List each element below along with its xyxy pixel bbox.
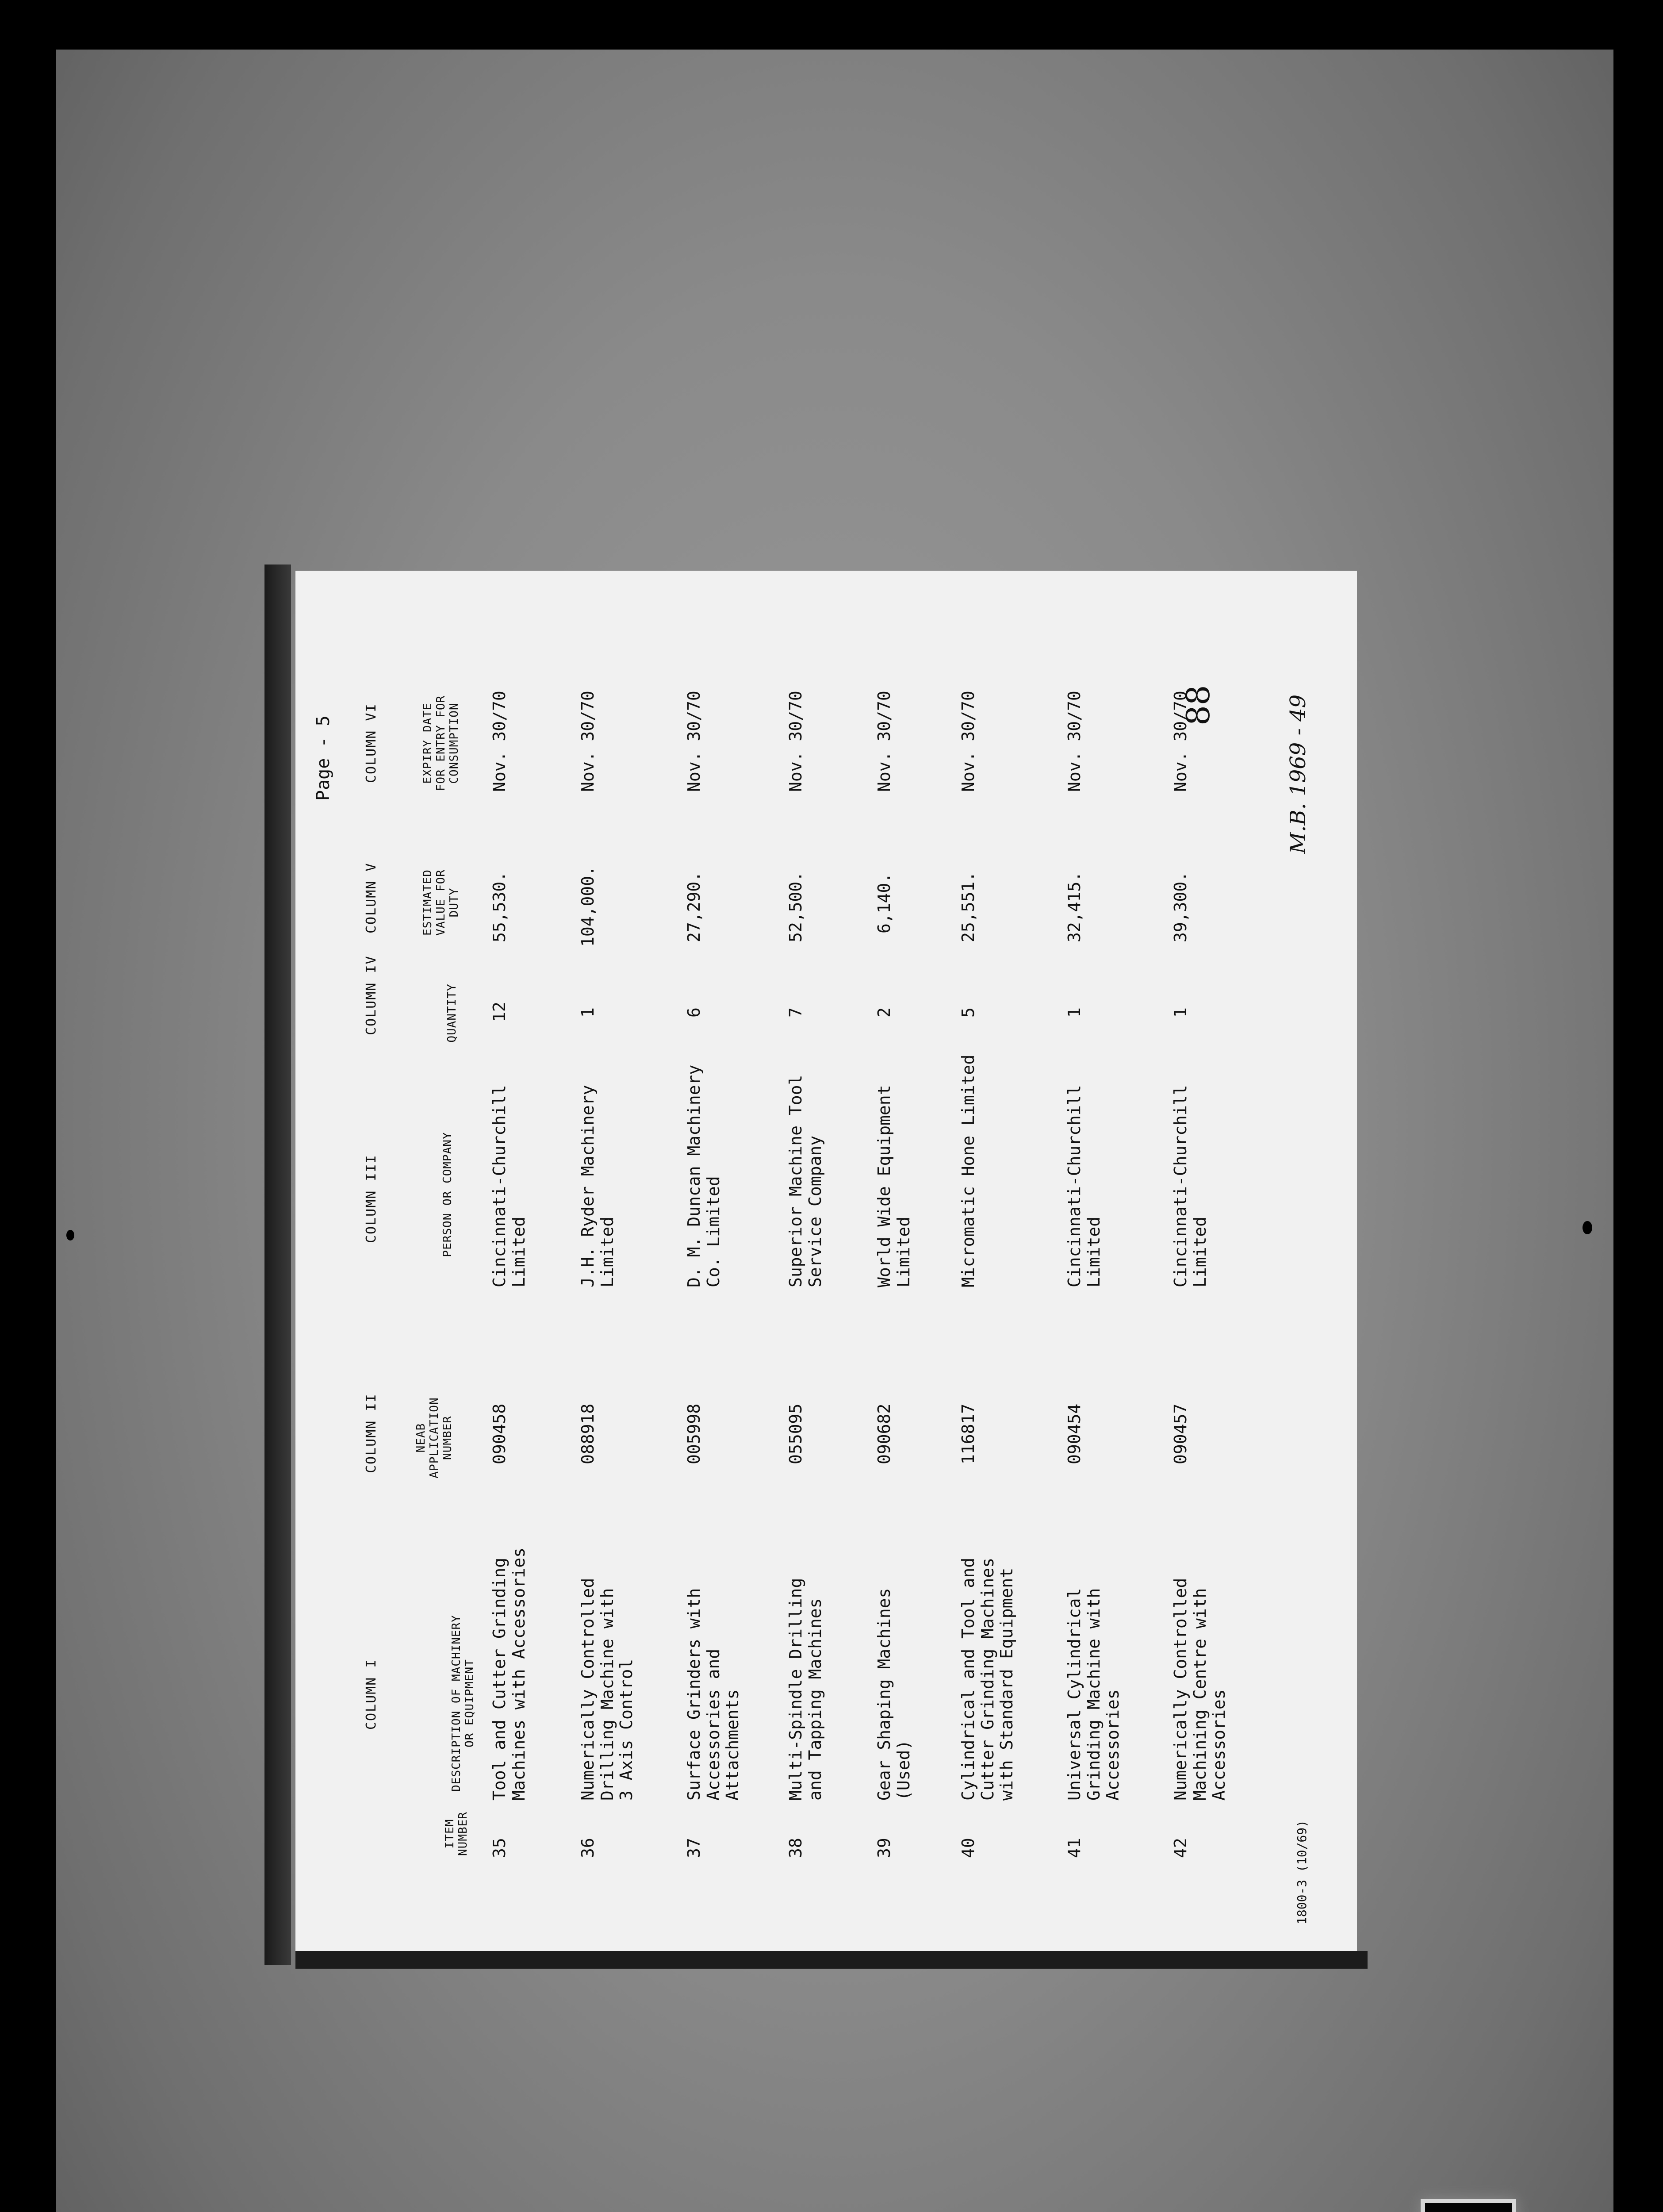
estimated-value: 55,530. [490, 871, 509, 942]
estimated-value: 52,500. [786, 871, 805, 942]
item-number: 39 [874, 1838, 894, 1858]
item-number: 41 [1065, 1838, 1084, 1858]
estimated-value: 39,300. [1171, 871, 1190, 942]
estimated-value: 104,000. [578, 865, 598, 947]
handwritten-reference: M.B. 1969 - 49 [1286, 694, 1310, 854]
expiry-date: Nov. 30/70 [490, 691, 509, 792]
expiry-date: Nov. 30/70 [1171, 691, 1190, 792]
item-number-header: ITEM NUMBER [443, 1812, 470, 1856]
expiry-date: Nov. 30/70 [1065, 691, 1084, 792]
item-number: 38 [786, 1838, 805, 1858]
quantity: 5 [958, 1007, 978, 1018]
machinery-description: Cylindrical and Tool and Cutter Grinding Machines with Standard Equipment [958, 1557, 1017, 1801]
company-name: J.H. Ryder Machinery Limited [578, 1085, 617, 1287]
expiry-date: Nov. 30/70 [958, 691, 978, 792]
application-number: 055095 [786, 1403, 805, 1464]
expiry-date: Nov. 30/70 [874, 691, 894, 792]
company-name: D. M. Duncan Machinery Co. Limited [684, 1064, 723, 1287]
document-sheet [295, 571, 1357, 1951]
film-speck [66, 1230, 74, 1240]
expiry-date: Nov. 30/70 [684, 691, 704, 792]
machinery-description: Gear Shaping Machines (Used) [874, 1588, 913, 1801]
application-number: 090457 [1171, 1403, 1190, 1464]
column-1-header: DESCRIPTION OF MACHINERY OR EQUIPMENT [450, 1615, 476, 1792]
estimated-value: 32,415. [1065, 871, 1084, 942]
item-number: 40 [958, 1838, 978, 1858]
item-number: 37 [684, 1838, 704, 1858]
machinery-description: Multi-Spindle Drilling and Tapping Machines [786, 1578, 825, 1801]
quantity: 7 [786, 1007, 805, 1018]
column-label-4: COLUMN IV [364, 955, 379, 1035]
company-name: World Wide Equipment Limited [874, 1085, 913, 1287]
company-name: Micromatic Hone Limited [958, 1054, 978, 1287]
folio-number: 88 [1180, 685, 1217, 726]
machinery-description: Surface Grinders with Accessories and Attachments [684, 1588, 743, 1801]
column-label-1: COLUMN I [364, 1659, 379, 1730]
quantity: 1 [578, 1007, 598, 1018]
application-number: 116817 [958, 1403, 978, 1464]
machinery-description: Universal Cylindrical Grinding Machine with Accessories [1065, 1588, 1123, 1801]
machinery-description: Numerically Controlled Drilling Machine with 3 Axis Control [578, 1578, 636, 1801]
quantity: 6 [684, 1007, 704, 1018]
column-3-header: PERSON OR COMPANY [441, 1132, 454, 1257]
machinery-description: Tool and Cutter Grinding Machines with Accessories [490, 1548, 529, 1801]
item-number: 36 [578, 1838, 598, 1858]
estimated-value: 27,290. [684, 871, 704, 942]
application-number: 090454 [1065, 1403, 1084, 1464]
company-name: Cincinnati-Churchill Limited [1065, 1085, 1104, 1287]
column-5-header: ESTIMATED VALUE FOR DUTY [421, 869, 461, 936]
column-label-3: COLUMN III [364, 1154, 379, 1243]
company-name: Cincinnati-Churchill Limited [490, 1085, 529, 1287]
expiry-date: Nov. 30/70 [578, 691, 598, 792]
film-speck [1583, 1221, 1592, 1234]
estimated-value: 6,140. [874, 872, 894, 933]
column-label-5: COLUMN V [364, 862, 379, 933]
item-number: 42 [1171, 1838, 1190, 1858]
estimated-value: 25,551. [958, 871, 978, 942]
expiry-date: Nov. 30/70 [786, 691, 805, 792]
paper-shadow-bottom [295, 1951, 1368, 1969]
application-number: 088918 [578, 1403, 598, 1464]
item-number: 35 [490, 1838, 509, 1858]
column-4-header: QUANTITY [445, 983, 459, 1043]
application-number: 090682 [874, 1403, 894, 1464]
page-number: Page - 5 [313, 715, 333, 801]
form-number: 1800-3 (10/69) [1295, 1820, 1309, 1924]
machinery-description: Numerically Controlled Machining Centre with Accessories [1171, 1578, 1229, 1801]
column-6-header: EXPIRY DATE FOR ENTRY FOR CONSUMPTION [421, 695, 461, 791]
quantity: 1 [1171, 1007, 1190, 1018]
rotated-table [295, 571, 1357, 1951]
quantity: 2 [874, 1007, 894, 1018]
column-2-header: NEAB APPLICATION NUMBER [414, 1397, 454, 1479]
column-label-6: COLUMN VI [364, 703, 379, 783]
company-name: Cincinnati-Churchill Limited [1171, 1085, 1210, 1287]
quantity: 1 [1065, 1007, 1084, 1018]
film-marker-square [1421, 2199, 1516, 2212]
application-number: 005998 [684, 1403, 704, 1464]
application-number: 090458 [490, 1403, 509, 1464]
paper-shadow-left [264, 565, 291, 1965]
column-label-2: COLUMN II [364, 1393, 379, 1473]
company-name: Superior Machine Tool Service Company [786, 1075, 825, 1287]
quantity: 12 [490, 1002, 509, 1022]
